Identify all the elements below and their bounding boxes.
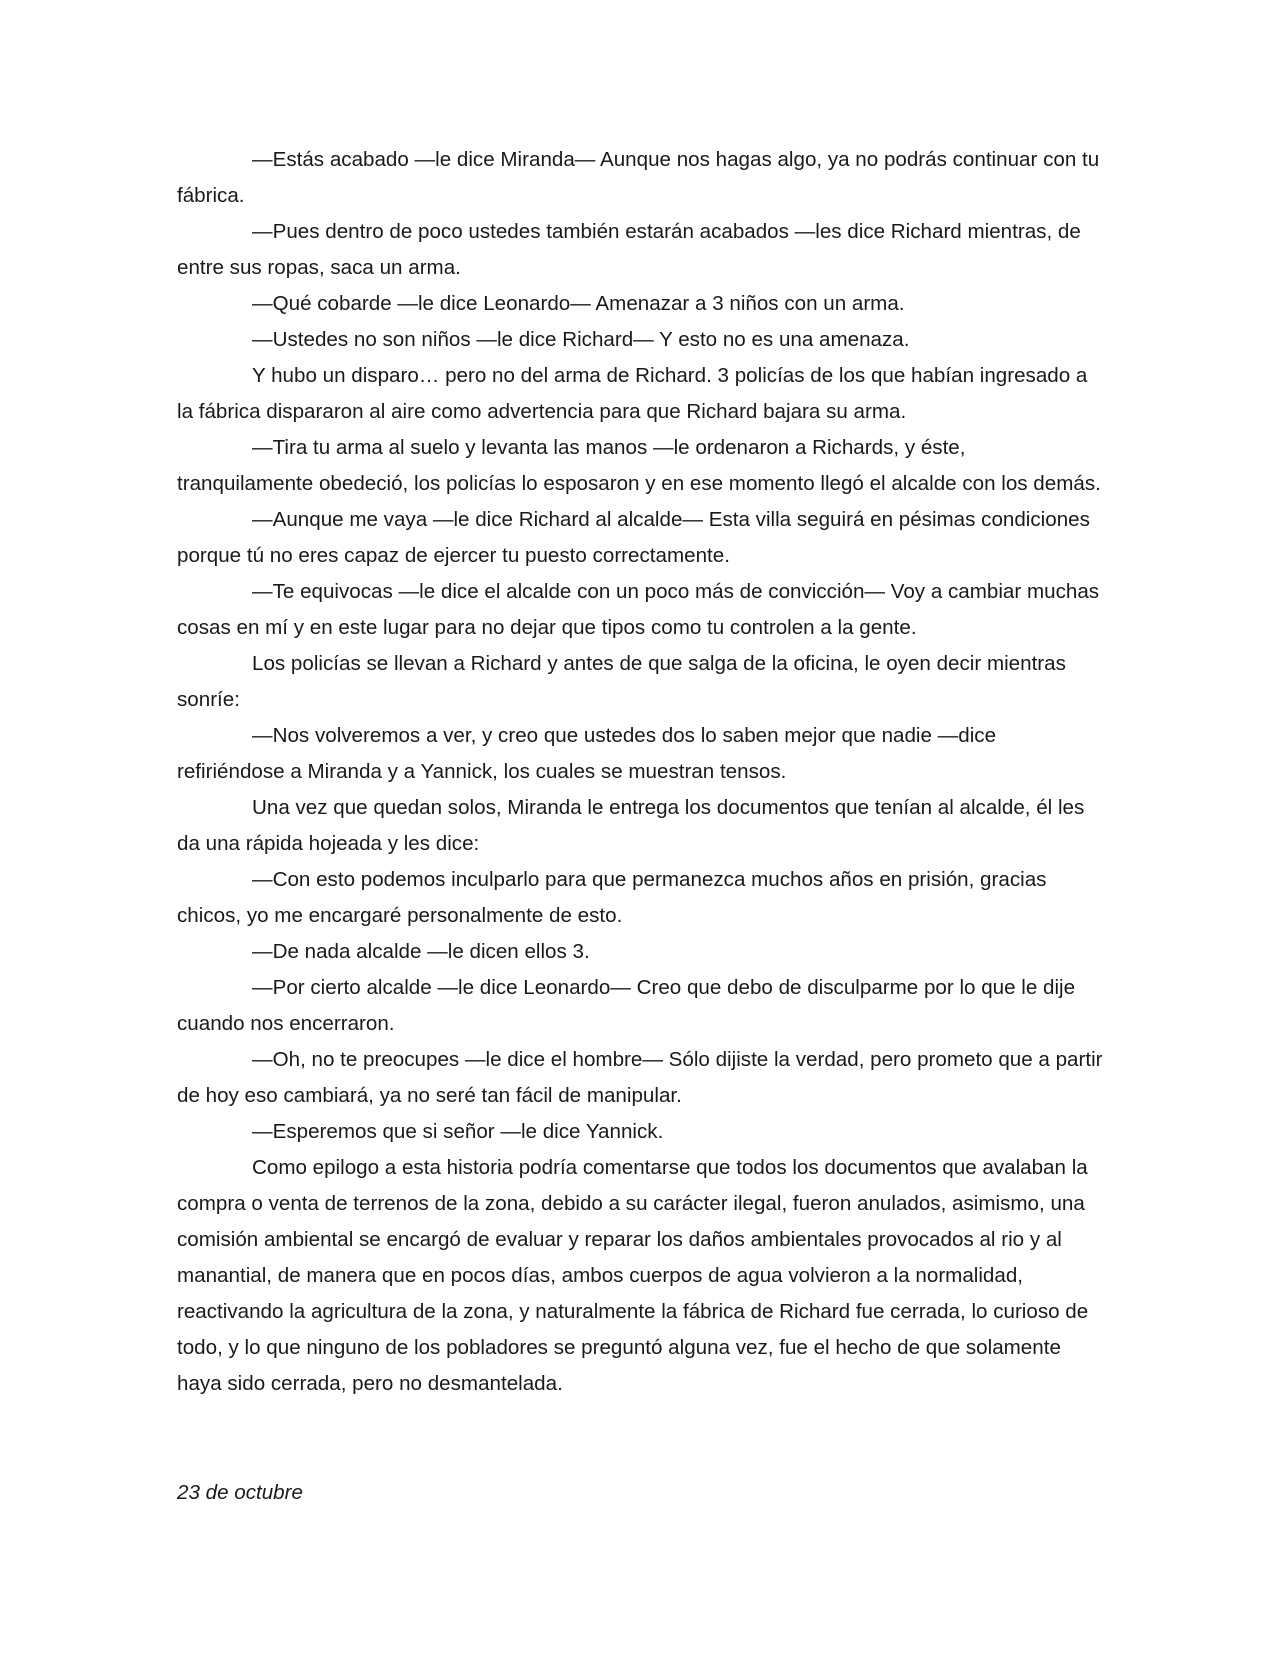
paragraph: —Aunque me vaya —le dice Richard al alcalde— Esta villa seguirá en pésimas condiciones porque tú no eres capaz de ejercer tu puesto correctamente.	[177, 508, 1090, 567]
paragraph: —Esperemos que si señor —le dice Yannick.	[252, 1120, 664, 1143]
paragraph: Los policías se llevan a Richard y antes de que salga de la oficina, le oyen decir mientras sonríe:	[177, 652, 1066, 711]
paragraph: —De nada alcalde —le dicen ellos 3.	[252, 940, 590, 963]
paragraph: —Pues dentro de poco ustedes también estarán acabados —les dice Richard mientras, de entre sus ropas, saca un arma.	[177, 220, 1081, 279]
paragraph: —Por cierto alcalde —le dice Leonardo— Creo que debo de disculparme por lo que le dije cuando nos encerraron.	[177, 976, 1076, 1035]
paragraph: —Qué cobarde —le dice Leonardo— Amenazar a 3 niños con un arma.	[252, 292, 905, 315]
paragraph: —Ustedes no son niños —le dice Richard— Y esto no es una amenaza.	[252, 328, 910, 351]
paragraph: —Oh, no te preocupes —le dice el hombre— Sólo dijiste la verdad, pero prometo que a partir de hoy eso cambiará, ya no seré tan fácil de manipular.	[177, 1048, 1103, 1107]
paragraph: Como epilogo a esta historia podría comentarse que todos los documentos que avalaban la compra o venta de terrenos de la zona, debido a su carácter ilegal, fueron anulados, asimismo, una comisión ambiental se encargó de evaluar y reparar los daños ambientales provocados al rio y al manantial, de manera que en pocos días, ambos cuerpos de agua volvieron a la normalidad, reactivando la agricultura de la zona, y naturalmente la fábrica de Richard fue cerrada, lo curioso de todo, y lo que ninguno de los pobladores se preguntó alguna vez, fue el hecho de que solamente haya sido cerrada, pero no desmantelada.	[177, 1156, 1089, 1395]
paragraph: —Con esto podemos inculparlo para que permanezca muchos años en prisión, gracias chicos, yo me encargaré personalmente de esto.	[177, 868, 1047, 927]
document-body	[177, 142, 1107, 1402]
paragraph: Una vez que quedan solos, Miranda le entrega los documentos que tenían al alcalde, él les da una rápida hojeada y les dice:	[177, 796, 1085, 855]
paragraph: —Tira tu arma al suelo y levanta las manos —le ordenaron a Richards, y éste, tranquilamente obedeció, los policías lo esposaron y en ese momento llegó el alcalde con los demás.	[177, 436, 1101, 495]
date-heading: 23 de octubre	[177, 1481, 303, 1504]
paragraph: —Nos volveremos a ver, y creo que ustedes dos lo saben mejor que nadie —dice refiriéndose a Miranda y a Yannick, los cuales se muestran tensos.	[177, 724, 997, 783]
paragraph: Y hubo un disparo… pero no del arma de Richard. 3 policías de los que habían ingresado a la fábrica dispararon al aire como advertencia para que Richard bajara su arma.	[177, 364, 1088, 423]
paragraph: —Te equivocas —le dice el alcalde con un poco más de convicción— Voy a cambiar muchas cosas en mí y en este lugar para no dejar que tipos como tu controlen a la gente.	[177, 580, 1100, 639]
paragraph: —Estás acabado —le dice Miranda— Aunque nos hagas algo, ya no podrás continuar con tu fábrica.	[177, 148, 1100, 207]
